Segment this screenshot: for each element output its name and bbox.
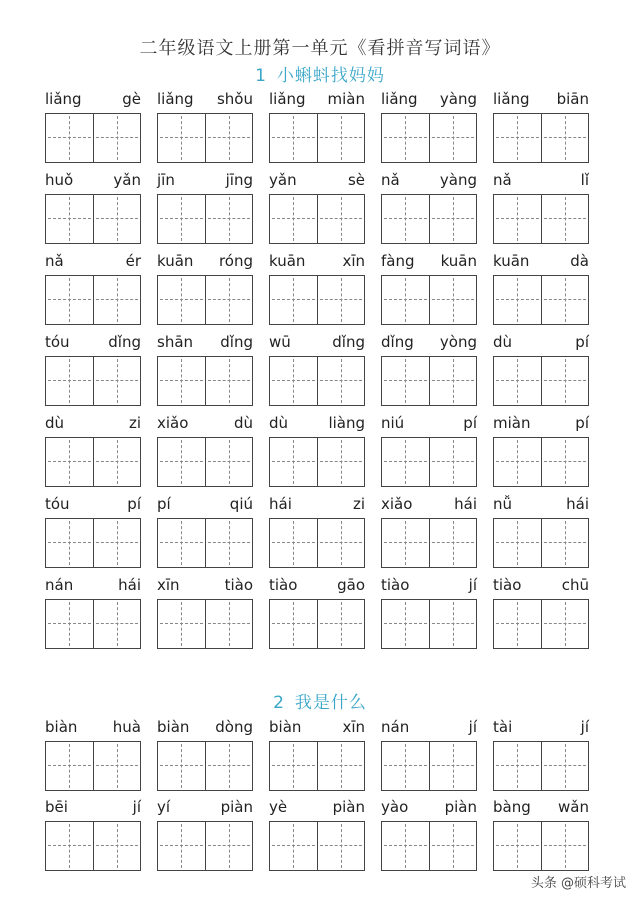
exercise-row <box>0 89 640 163</box>
character-writing-square[interactable] <box>46 438 93 486</box>
pinyin-syllable-1: biàn <box>45 718 78 736</box>
pinyin-syllable-2: wǎn <box>558 798 589 816</box>
character-writing-square[interactable] <box>494 600 541 648</box>
pinyin-syllable-1: nǎ <box>45 252 64 270</box>
character-writing-square[interactable] <box>93 438 141 486</box>
tianzige-box-pair[interactable] <box>269 194 365 244</box>
word-exercise <box>45 332 141 406</box>
pinyin-syllable-1: pí <box>157 495 171 513</box>
word-exercise <box>381 575 477 649</box>
tianzige-box-pair[interactable] <box>381 275 477 325</box>
character-writing-square[interactable] <box>541 519 589 567</box>
word-exercise <box>493 575 589 649</box>
character-writing-square[interactable] <box>382 742 429 790</box>
pinyin-syllable-2: shǒu <box>216 90 253 108</box>
word-exercise <box>269 170 365 244</box>
tianzige-box-pair[interactable] <box>381 437 477 487</box>
pinyin-syllable-1: nǎ <box>381 171 400 189</box>
pinyin-syllable-2: tiào <box>224 576 253 594</box>
character-writing-square[interactable] <box>494 357 541 405</box>
tianzige-box-pair[interactable] <box>493 194 589 244</box>
pinyin-syllable-2: miàn <box>327 90 365 108</box>
character-writing-square[interactable] <box>494 114 541 162</box>
word-exercise <box>157 251 253 325</box>
character-writing-square[interactable] <box>270 276 317 324</box>
word-exercise <box>381 170 477 244</box>
character-writing-square[interactable] <box>93 114 141 162</box>
tianzige-box-pair[interactable] <box>493 275 589 325</box>
character-writing-square[interactable] <box>205 519 253 567</box>
tianzige-box-pair[interactable] <box>157 194 253 244</box>
pinyin-syllable-1: tiào <box>381 576 410 594</box>
pinyin-syllable-2: pí <box>127 495 141 513</box>
pinyin-syllable-1: hái <box>269 495 292 513</box>
pinyin-syllable-1: xīn <box>157 576 180 594</box>
pinyin-syllable-1: liǎng <box>45 90 82 108</box>
character-writing-square[interactable] <box>317 438 365 486</box>
character-writing-square[interactable] <box>46 600 93 648</box>
pinyin-syllable-1: yào <box>381 798 409 816</box>
character-writing-square[interactable] <box>46 114 93 162</box>
exercise-row <box>0 413 640 487</box>
tianzige-box-pair[interactable] <box>269 437 365 487</box>
pinyin-syllable-2: gè <box>122 90 141 108</box>
pinyin-syllable-1: tóu <box>45 495 70 513</box>
tianzige-box-pair[interactable] <box>381 113 477 163</box>
tianzige-box-pair[interactable] <box>381 518 477 568</box>
tianzige-box-pair[interactable] <box>45 275 141 325</box>
word-exercise <box>493 797 589 871</box>
character-writing-square[interactable] <box>494 742 541 790</box>
word-exercise <box>157 717 253 791</box>
tianzige-box-pair[interactable] <box>381 356 477 406</box>
character-writing-square[interactable] <box>270 438 317 486</box>
pinyin-syllable-1: dù <box>45 414 65 432</box>
pinyin-syllable-1: liǎng <box>493 90 530 108</box>
pinyin-syllable-1: biàn <box>269 718 302 736</box>
word-exercise <box>269 332 365 406</box>
character-writing-square[interactable] <box>317 195 365 243</box>
tianzige-box-pair[interactable] <box>45 113 141 163</box>
pinyin-syllable-2: dǐng <box>108 333 141 351</box>
word-exercise <box>269 89 365 163</box>
tianzige-box-pair[interactable] <box>381 194 477 244</box>
character-writing-square[interactable] <box>158 357 205 405</box>
character-writing-square[interactable] <box>317 742 365 790</box>
word-exercise <box>157 89 253 163</box>
character-writing-square[interactable] <box>494 195 541 243</box>
character-writing-square[interactable] <box>270 519 317 567</box>
pinyin-syllable-1: nán <box>45 576 74 594</box>
tianzige-box-pair[interactable] <box>269 356 365 406</box>
character-writing-square[interactable] <box>205 438 253 486</box>
pinyin-syllable-1: tiào <box>493 576 522 594</box>
pinyin-syllable-2: jí <box>468 718 477 736</box>
pinyin-syllable-2: róng <box>218 252 253 270</box>
tianzige-box-pair[interactable] <box>269 275 365 325</box>
word-exercise <box>45 413 141 487</box>
character-writing-square[interactable] <box>429 276 477 324</box>
pinyin-syllable-1: bàng <box>493 798 531 816</box>
tianzige-box-pair[interactable] <box>157 518 253 568</box>
word-exercise <box>269 797 365 871</box>
character-writing-square[interactable] <box>429 357 477 405</box>
character-writing-square[interactable] <box>205 276 253 324</box>
word-exercise <box>269 494 365 568</box>
character-writing-square[interactable] <box>205 600 253 648</box>
tianzige-box-pair[interactable] <box>45 356 141 406</box>
pinyin-syllable-2: dǐng <box>220 333 253 351</box>
character-writing-square[interactable] <box>270 600 317 648</box>
word-exercise <box>45 89 141 163</box>
pinyin-syllable-1: niú <box>381 414 405 432</box>
pinyin-syllable-2: chū <box>561 576 589 594</box>
character-writing-square[interactable] <box>158 438 205 486</box>
tianzige-box-pair[interactable] <box>269 113 365 163</box>
character-writing-square[interactable] <box>429 822 477 870</box>
section-number: 2 <box>273 693 285 713</box>
pinyin-syllable-2: hái <box>566 495 589 513</box>
pinyin-syllable-1: liǎng <box>269 90 306 108</box>
pinyin-syllable-1: dǐng <box>381 333 414 351</box>
character-writing-square[interactable] <box>46 742 93 790</box>
tianzige-box-pair[interactable] <box>269 599 365 649</box>
tianzige-box-pair[interactable] <box>381 821 477 871</box>
word-exercise <box>269 575 365 649</box>
character-writing-square[interactable] <box>93 357 141 405</box>
character-writing-square[interactable] <box>270 822 317 870</box>
word-exercise <box>157 797 253 871</box>
word-exercise <box>493 170 589 244</box>
word-exercise <box>157 494 253 568</box>
tianzige-box-pair[interactable] <box>493 599 589 649</box>
pinyin-syllable-2: yǎn <box>113 171 141 189</box>
word-exercise <box>493 332 589 406</box>
character-writing-square[interactable] <box>494 276 541 324</box>
word-exercise <box>381 494 477 568</box>
character-writing-square[interactable] <box>270 357 317 405</box>
word-exercise <box>45 494 141 568</box>
page-title: 二年级语文上册第一单元《看拼音写词语》 <box>139 38 501 59</box>
pinyin-syllable-1: yí <box>157 798 171 816</box>
pinyin-syllable-2: piàn <box>220 798 253 816</box>
pinyin-syllable-1: huǒ <box>45 171 74 189</box>
tianzige-box-pair[interactable] <box>157 741 253 791</box>
section-title: 小蝌蚪找妈妈 <box>276 66 385 86</box>
character-writing-square[interactable] <box>93 600 141 648</box>
pinyin-syllable-1: nán <box>381 718 410 736</box>
pinyin-syllable-2: jīng <box>225 171 253 189</box>
character-writing-square[interactable] <box>494 438 541 486</box>
tianzige-box-pair[interactable] <box>45 194 141 244</box>
tianzige-box-pair[interactable] <box>381 599 477 649</box>
pinyin-syllable-2: yàng <box>439 90 477 108</box>
character-writing-square[interactable] <box>46 276 93 324</box>
pinyin-syllable-1: dù <box>269 414 289 432</box>
pinyin-syllable-1: yǎn <box>269 171 297 189</box>
pinyin-syllable-1: tóu <box>45 333 70 351</box>
word-exercise <box>45 251 141 325</box>
character-writing-square[interactable] <box>429 438 477 486</box>
tianzige-box-pair[interactable] <box>493 356 589 406</box>
exercise-row <box>0 797 640 871</box>
tianzige-box-pair[interactable] <box>45 599 141 649</box>
character-writing-square[interactable] <box>270 114 317 162</box>
exercise-row <box>0 170 640 244</box>
character-writing-square[interactable] <box>93 276 141 324</box>
exercise-row <box>0 717 640 791</box>
character-writing-square[interactable] <box>46 195 93 243</box>
word-exercise <box>45 575 141 649</box>
character-writing-square[interactable] <box>429 195 477 243</box>
character-writing-square[interactable] <box>429 519 477 567</box>
pinyin-syllable-2: dù <box>233 414 253 432</box>
pinyin-syllable-1: xiǎo <box>157 414 189 432</box>
word-exercise <box>381 797 477 871</box>
pinyin-syllable-2: xīn <box>342 718 365 736</box>
exercise-row <box>0 251 640 325</box>
word-exercise <box>381 717 477 791</box>
character-writing-square[interactable] <box>494 519 541 567</box>
pinyin-syllable-2: dà <box>570 252 589 270</box>
pinyin-syllable-2: qiú <box>229 495 253 513</box>
tianzige-box-pair[interactable] <box>45 518 141 568</box>
character-writing-square[interactable] <box>158 600 205 648</box>
pinyin-syllable-1: nǎ <box>493 171 512 189</box>
pinyin-syllable-1: yè <box>269 798 288 816</box>
character-writing-square[interactable] <box>429 600 477 648</box>
tianzige-box-pair[interactable] <box>269 821 365 871</box>
pinyin-syllable-1: nǚ <box>493 495 513 513</box>
word-exercise <box>45 717 141 791</box>
word-exercise <box>269 717 365 791</box>
character-writing-square[interactable] <box>317 600 365 648</box>
pinyin-syllable-1: tiào <box>269 576 298 594</box>
character-writing-square[interactable] <box>46 519 93 567</box>
tianzige-box-pair[interactable] <box>493 437 589 487</box>
tianzige-box-pair[interactable] <box>157 356 253 406</box>
tianzige-box-pair[interactable] <box>45 821 141 871</box>
word-exercise <box>157 413 253 487</box>
word-exercise <box>45 797 141 871</box>
character-writing-square[interactable] <box>270 742 317 790</box>
character-writing-square[interactable] <box>382 114 429 162</box>
section-heading <box>0 688 640 713</box>
tianzige-box-pair[interactable] <box>269 518 365 568</box>
pinyin-syllable-1: miàn <box>493 414 531 432</box>
tianzige-box-pair[interactable] <box>493 518 589 568</box>
character-writing-square[interactable] <box>494 822 541 870</box>
character-writing-square[interactable] <box>205 114 253 162</box>
tianzige-box-pair[interactable] <box>157 437 253 487</box>
pinyin-syllable-2: pí <box>575 333 589 351</box>
pinyin-syllable-2: pí <box>463 414 477 432</box>
character-writing-square[interactable] <box>158 742 205 790</box>
section-title: 我是什么 <box>294 693 367 713</box>
tianzige-box-pair[interactable] <box>45 437 141 487</box>
tianzige-box-pair[interactable] <box>493 821 589 871</box>
pinyin-syllable-2: lǐ <box>580 171 589 189</box>
pinyin-syllable-2: liàng <box>328 414 365 432</box>
pinyin-syllable-1: jīn <box>157 171 175 189</box>
word-exercise <box>493 89 589 163</box>
character-writing-square[interactable] <box>93 195 141 243</box>
pinyin-syllable-2: zi <box>352 495 365 513</box>
section-heading <box>0 61 640 86</box>
pinyin-syllable-1: bēi <box>45 798 68 816</box>
character-writing-square[interactable] <box>429 742 477 790</box>
character-writing-square[interactable] <box>382 438 429 486</box>
tianzige-box-pair[interactable] <box>493 113 589 163</box>
exercise-row <box>0 494 640 568</box>
pinyin-syllable-1: liǎng <box>157 90 194 108</box>
section-number: 1 <box>255 66 267 86</box>
word-exercise <box>269 413 365 487</box>
character-writing-square[interactable] <box>270 195 317 243</box>
word-exercise <box>381 251 477 325</box>
pinyin-syllable-1: xiǎo <box>381 495 413 513</box>
character-writing-square[interactable] <box>93 742 141 790</box>
tianzige-box-pair[interactable] <box>157 821 253 871</box>
pinyin-syllable-2: huà <box>112 718 141 736</box>
tianzige-box-pair[interactable] <box>157 113 253 163</box>
pinyin-syllable-2: jí <box>580 718 589 736</box>
character-writing-square[interactable] <box>158 276 205 324</box>
tianzige-box-pair[interactable] <box>269 741 365 791</box>
character-writing-square[interactable] <box>541 438 589 486</box>
tianzige-box-pair[interactable] <box>157 275 253 325</box>
character-writing-square[interactable] <box>317 519 365 567</box>
character-writing-square[interactable] <box>158 114 205 162</box>
character-writing-square[interactable] <box>46 822 93 870</box>
pinyin-syllable-2: zi <box>128 414 141 432</box>
pinyin-syllable-2: yòng <box>439 333 477 351</box>
word-exercise <box>45 170 141 244</box>
tianzige-box-pair[interactable] <box>45 741 141 791</box>
pinyin-syllable-2: yàng <box>439 171 477 189</box>
pinyin-syllable-1: tài <box>493 718 513 736</box>
pinyin-syllable-2: hái <box>454 495 477 513</box>
pinyin-syllable-2: biān <box>556 90 589 108</box>
character-writing-square[interactable] <box>205 742 253 790</box>
character-writing-square[interactable] <box>93 822 141 870</box>
pinyin-syllable-2: pí <box>575 414 589 432</box>
pinyin-syllable-2: ér <box>125 252 141 270</box>
pinyin-syllable-2: piàn <box>444 798 477 816</box>
character-writing-square[interactable] <box>317 114 365 162</box>
pinyin-syllable-1: dù <box>493 333 513 351</box>
pinyin-syllable-1: liǎng <box>381 90 418 108</box>
pinyin-syllable-2: dòng <box>215 718 253 736</box>
pinyin-syllable-1: kuān <box>269 252 306 270</box>
character-writing-square[interactable] <box>541 742 589 790</box>
pinyin-syllable-1: shān <box>157 333 194 351</box>
character-writing-square[interactable] <box>541 822 589 870</box>
pinyin-syllable-2: piàn <box>332 798 365 816</box>
character-writing-square[interactable] <box>158 519 205 567</box>
word-exercise <box>157 332 253 406</box>
word-exercise <box>493 494 589 568</box>
character-writing-square[interactable] <box>158 195 205 243</box>
pinyin-syllable-1: kuān <box>493 252 530 270</box>
character-writing-square[interactable] <box>541 195 589 243</box>
character-writing-square[interactable] <box>541 357 589 405</box>
pinyin-syllable-2: gāo <box>337 576 365 594</box>
character-writing-square[interactable] <box>93 519 141 567</box>
character-writing-square[interactable] <box>382 276 429 324</box>
pinyin-syllable-2: jí <box>132 798 141 816</box>
character-writing-square[interactable] <box>205 822 253 870</box>
word-exercise <box>157 575 253 649</box>
word-exercise <box>157 170 253 244</box>
word-exercise <box>493 251 589 325</box>
watermark: 头条 @硕科考试 <box>530 876 626 891</box>
pinyin-syllable-2: kuān <box>440 252 477 270</box>
character-writing-square[interactable] <box>46 357 93 405</box>
pinyin-syllable-2: hái <box>118 576 141 594</box>
tianzige-box-pair[interactable] <box>381 741 477 791</box>
character-writing-square[interactable] <box>317 357 365 405</box>
word-exercise <box>269 251 365 325</box>
character-writing-square[interactable] <box>429 114 477 162</box>
pinyin-syllable-1: biàn <box>157 718 190 736</box>
exercise-row <box>0 575 640 649</box>
pinyin-syllable-1: wū <box>269 333 291 351</box>
word-exercise <box>493 413 589 487</box>
word-exercise <box>493 717 589 791</box>
pinyin-syllable-1: fàng <box>381 252 415 270</box>
pinyin-syllable-2: xīn <box>342 252 365 270</box>
tianzige-box-pair[interactable] <box>157 599 253 649</box>
character-writing-square[interactable] <box>382 822 429 870</box>
character-writing-square[interactable] <box>382 195 429 243</box>
character-writing-square[interactable] <box>382 519 429 567</box>
pinyin-syllable-2: jí <box>468 576 477 594</box>
character-writing-square[interactable] <box>205 195 253 243</box>
pinyin-syllable-2: dǐng <box>332 333 365 351</box>
character-writing-square[interactable] <box>541 600 589 648</box>
character-writing-square[interactable] <box>382 357 429 405</box>
exercise-row <box>0 332 640 406</box>
character-writing-square[interactable] <box>317 276 365 324</box>
word-exercise <box>381 413 477 487</box>
pinyin-syllable-1: kuān <box>157 252 194 270</box>
character-writing-square[interactable] <box>382 600 429 648</box>
word-exercise <box>381 89 477 163</box>
tianzige-box-pair[interactable] <box>493 741 589 791</box>
word-exercise <box>381 332 477 406</box>
character-writing-square[interactable] <box>158 822 205 870</box>
pinyin-syllable-2: sè <box>347 171 365 189</box>
character-writing-square[interactable] <box>541 276 589 324</box>
character-writing-square[interactable] <box>205 357 253 405</box>
character-writing-square[interactable] <box>317 822 365 870</box>
character-writing-square[interactable] <box>541 114 589 162</box>
